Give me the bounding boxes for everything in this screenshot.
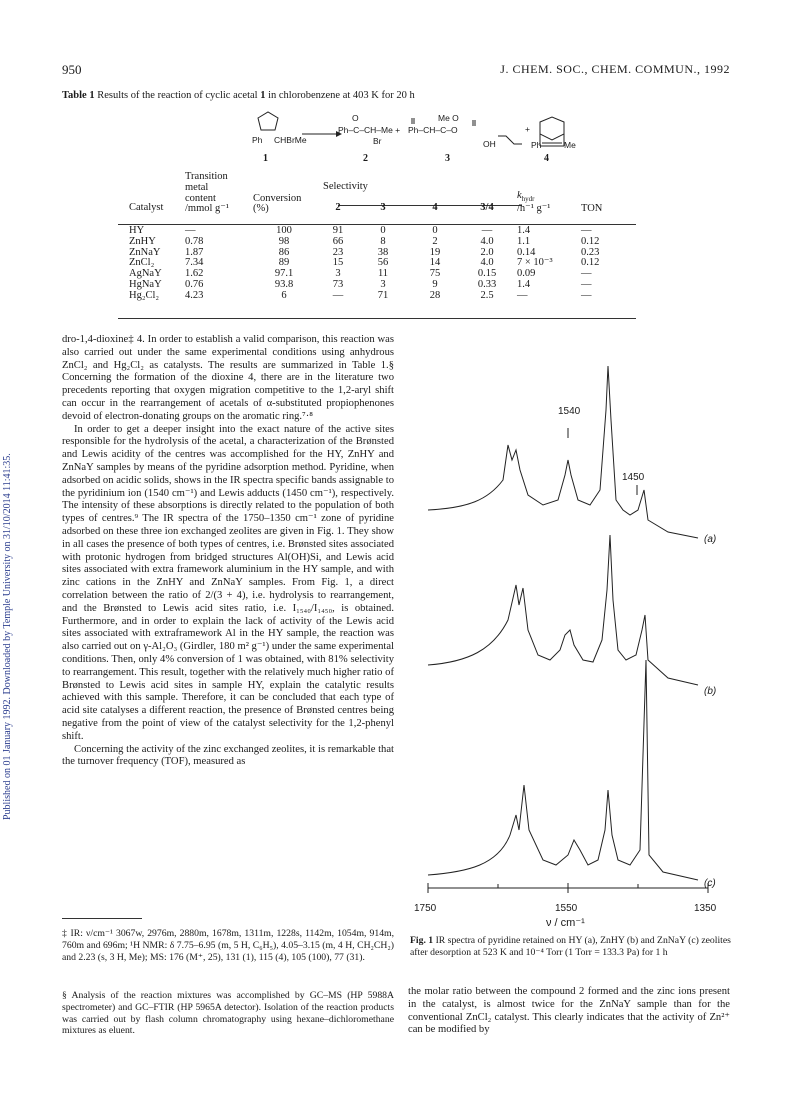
right-column-text: the molar ratio between the compound 2 formed and the zinc ions present in the catalyst, is almost twice for the ZnNaY sample than for the conventional ZnCl₂ catalyst. This clearly indicates that the activity of Zn²⁺ can be modified by xyxy=(408,986,730,1036)
footnote-rule xyxy=(62,918,142,919)
compound-1-structure xyxy=(258,112,278,130)
ir-spectra-figure xyxy=(408,360,738,920)
cell-catalyst: Hg₂Cl₂ xyxy=(129,289,160,301)
cell-metal: 7.34 xyxy=(185,257,204,269)
cell-metal: — xyxy=(185,224,196,236)
paragraph-3: Concerning the activity of the zinc exchanged zeolites, it is remarkable that the turnover frequency (TOF), measured as xyxy=(62,743,394,768)
trace-b xyxy=(428,535,698,685)
cell-k: 0.14 xyxy=(517,246,536,258)
cell-r: 4.0 xyxy=(480,235,494,247)
download-note[interactable]: Published on 01 January 1992. Downloaded by Temple University on 31/10/2014 11:41:35. xyxy=(2,453,13,820)
cell-ton: — xyxy=(581,289,592,301)
cell-k: 7 × 10⁻³ xyxy=(517,257,553,269)
cell-s2: 23 xyxy=(332,246,344,258)
cell-s3: 38 xyxy=(377,246,389,258)
cell-s4: 9 xyxy=(432,278,438,290)
label-2: 2 xyxy=(363,153,368,164)
x-tick-1550: 1550 xyxy=(555,903,578,914)
table-row xyxy=(125,291,625,302)
cell-r: — xyxy=(481,224,493,236)
cell-s3: 8 xyxy=(380,235,386,247)
cell-s2: 66 xyxy=(332,235,344,247)
cell-conv: 93.8 xyxy=(274,278,294,290)
x-axis-label: ν / cm⁻¹ xyxy=(546,917,585,929)
paragraph-1: dro-1,4-dioxine‡ 4. In order to establish a valid comparison, this reaction was also carried out under the same experimental conditions using anhydrous ZnCl₂ and Hg₂Cl₂ as catalysts. The results are summarized in Table 1.§ Concerning the formation of the dioxine 4, there are in the literature two precedents reporting that oxygen migration competitive to the 1,2-aryl shift can occur in the rearrangement of acetals of α-substituted propiophenones devoid of electron-donating groups on the aromatic ring.⁷·⁸ xyxy=(62,334,394,422)
x-tick-1350: 1350 xyxy=(694,903,717,914)
cell-r: 2.5 xyxy=(480,289,494,301)
cell-s4: 75 xyxy=(429,268,441,280)
cell-metal: 1.87 xyxy=(185,246,204,258)
selectivity-header: Selectivity xyxy=(323,181,368,192)
cell-s2: 91 xyxy=(332,224,344,236)
cell-conv: 6 xyxy=(281,289,287,301)
cell-catalyst: HY xyxy=(129,224,145,236)
label-3: 3 xyxy=(445,153,450,164)
cell-ton: 0.12 xyxy=(581,235,600,247)
catalyst-header: Catalyst xyxy=(129,202,164,214)
cell-metal: 0.76 xyxy=(185,278,204,290)
cell-ton: — xyxy=(581,268,592,280)
compound-3-top: Me O xyxy=(438,113,459,123)
table-row xyxy=(125,237,625,248)
cell-s4: 14 xyxy=(429,257,441,269)
cell-s3: 71 xyxy=(377,289,389,301)
cell-s2: 15 xyxy=(332,257,344,269)
compound-2-oxygen: O xyxy=(352,113,359,123)
cell-metal: 1.62 xyxy=(185,268,204,280)
cell-s3: 3 xyxy=(380,278,386,290)
cell-s3: 0 xyxy=(380,224,386,236)
cell-k: 1.4 xyxy=(517,278,531,290)
peak-label-1450: 1450 xyxy=(622,472,645,483)
cell-ton: 0.23 xyxy=(581,246,600,258)
cell-conv: 98 xyxy=(278,235,290,247)
label-1: 1 xyxy=(263,153,268,164)
compound-4-me: Me xyxy=(564,140,576,150)
peak-label-1540: 1540 xyxy=(558,406,581,417)
compound-1-chbrme: CHBrMe xyxy=(274,135,307,145)
figure-caption: Fig. 1 IR spectra of pyridine retained on HY (a), ZnHY (b) and ZnNaY (c) zeolites after desorption at 523 K and 10⁻⁴ Torr (1 Torr = 133.3 Pa) for 1 h xyxy=(410,935,731,958)
cell-catalyst: ZnNaY xyxy=(129,246,161,258)
cell-r: 0.15 xyxy=(477,268,497,280)
table-rule-bottom xyxy=(118,318,636,319)
journal-header: J. CHEM. SOC., CHEM. COMMUN., 1992 xyxy=(500,62,730,76)
compound-2: Ph–C–CH–Me + xyxy=(338,125,401,135)
cell-k: 0.09 xyxy=(517,268,536,280)
cell-r: 0.33 xyxy=(477,278,497,290)
cell-s3: 11 xyxy=(377,268,389,280)
paragraph-2: In order to get a deeper insight into the exact nature of the active sites responsible for the hydrolysis of the acetal, a characterization of the Brønsted and Lewis acidity of the centres was accomplished for the HY, ZnHY and ZnNaY samples by means of the pyridine adsorption method. Pyridine, when adsorbed on acidic solids, shows in the IR spectra specific bands assignable to the pyridinium ion (1540 cm⁻¹) and Lewis adducts (1450 cm⁻¹), respectively. The intensity of these absorptions is directly related to the population of both types of centres.⁹ The IR spectra of the 1750–1350 cm⁻¹ zone of pyridine adsorbed on these three ion exchanged zeolites are given in Fig. 1. They show in all cases the presence of both types of centres, i.e. Brønsted sites associated with protonic hydrogen from bridged structures Al(OH)Si, and Lewis acid sites associated with extra framework aluminium in the HY sample, and with zinc cations in the ZnHY and ZnNaY samples. From Fig. 1, a direct correlation between the ratio of 2/(3 + 4), i.e. hydrolysis to rearrangement, and the Brønsted to Lewis acid sites ratio, i.e. I₁₅₄₀/I₁₄₅₀, is obtained. Furthermore, and in order to explain the lack of activity of the Lewis acid sites associated with extraframework Al in the HY sample, the reaction was also carried out on γ-Al₂O₃ (Girdler, 180 m² g⁻¹) under the same experimental conditions. Then, only 4% conversion of 1 was obtained, with 81% selectivity to rearrangement. This result, together with the relatively much higher ratio of Brønsted to Lewis acid sites in sample HY, explain the catalytic results achieved with this sample. Therefore, it can be concluded that each type of acid site catalyses a different reaction, the presence of Brønsted centres being negative from the point of view of the catalyst selectivity for the 1,2-phenyl shift. xyxy=(62,423,394,742)
cell-s4: 2 xyxy=(432,235,438,247)
left-column-text xyxy=(62,334,394,769)
cell-k: — xyxy=(517,289,528,301)
compound-2-br: Br xyxy=(373,136,382,146)
compound-3-oh: OH xyxy=(483,139,496,149)
cell-catalyst: ZnHY xyxy=(129,235,156,247)
cell-s2: 3 xyxy=(335,268,341,280)
cell-s2: 73 xyxy=(332,278,344,290)
footnote-ir-data: ‡ IR: ν/cm⁻¹ 3067w, 2976m, 2880m, 1678m, 1311m, 1228s, 1142m, 1054m, 914m, 760m and 696m; ¹H NMR: δ 7.75–6.95 (m, 5 H, C₆H₅), 4.05–3.15 (m, 4 H, CH₂CH₂) and 2.23 (s, 3 H, Me); MS: 176 (M⁺, 25), 131 (1), 115 (4), 105 (100), 77 (31). xyxy=(62,928,394,963)
cell-ton: 0.12 xyxy=(581,257,600,269)
compound-4-ph: Ph xyxy=(531,140,542,150)
page-number: 950 xyxy=(62,62,82,77)
cell-ton: — xyxy=(581,224,592,236)
trace-label-b: (b) xyxy=(704,686,717,697)
cell-metal: 0.78 xyxy=(185,235,204,247)
cell-r: 4.0 xyxy=(480,257,494,269)
cell-s4: 0 xyxy=(432,224,438,236)
cell-catalyst: HgNaY xyxy=(129,278,162,290)
cell-conv: 86 xyxy=(278,246,290,258)
compound-4-structure xyxy=(540,117,564,146)
trace-label-c: (c) xyxy=(704,878,716,889)
cell-s4: 28 xyxy=(429,289,441,301)
cell-k: 1.1 xyxy=(517,235,531,247)
cell-r: 2.0 xyxy=(480,246,494,258)
cell-ton: — xyxy=(581,278,592,290)
cell-s4: 19 xyxy=(429,246,441,258)
plus-sign: + xyxy=(525,124,530,134)
cell-s2: — xyxy=(332,289,344,301)
cell-metal: 4.23 xyxy=(185,289,204,301)
table-caption: Table 1 Results of the reaction of cyclic acetal 1 in chlorobenzene at 403 K for 20 h xyxy=(62,90,415,101)
trace-c xyxy=(428,660,698,880)
cell-k: 1.4 xyxy=(517,224,531,236)
cell-catalyst: ZnCl₂ xyxy=(129,257,155,269)
label-4: 4 xyxy=(544,153,549,164)
footnote-analysis: § Analysis of the reaction mixtures was accomplished by GC–MS (HP 5988A spectrometer) and GC–FTIR (HP 5965A detector). Isolation of the reaction products was carried out by flash column chromatography using hexane–dichloromethane mixtures as eluent. xyxy=(62,990,394,1037)
results-table: Transition metal content /mmol g⁻¹ Conversion (%) Selectivity $k_{hydr}$ /h⁻¹ g⁻¹ TON Catalyst 2 3 4 3/4 HY — 100 91 0 0 — 1.4 — ZnHY 0.78 98 66 8 2 4.0 1.1 0.12 ZnNaY 1.87 86 23 38 19 2.0 0.14 0.23 ZnCl₂ 7.34 89 15 56 14 4.0 7 × 10⁻³ 0.12 AgNaY 1.62 97.1 3 11 75 0.15 0.09 — HgNaY 0.76 93.8 73 3 9 0.33 1.4 — Hg₂Cl₂ 4.23 6 — 71 28 2.5 — — xyxy=(125,172,625,302)
compound-1-ph: Ph xyxy=(252,135,263,145)
cell-s3: 56 xyxy=(377,257,389,269)
trace-a xyxy=(428,366,698,538)
cell-catalyst: AgNaY xyxy=(129,268,162,280)
cell-conv: 97.1 xyxy=(274,268,294,280)
cell-conv: 100 xyxy=(276,224,292,236)
cell-conv: 89 xyxy=(278,257,290,269)
compound-3: Ph–CH–C–O xyxy=(408,125,458,135)
x-tick-1750: 1750 xyxy=(414,903,437,914)
trace-label-a: (a) xyxy=(704,534,717,545)
